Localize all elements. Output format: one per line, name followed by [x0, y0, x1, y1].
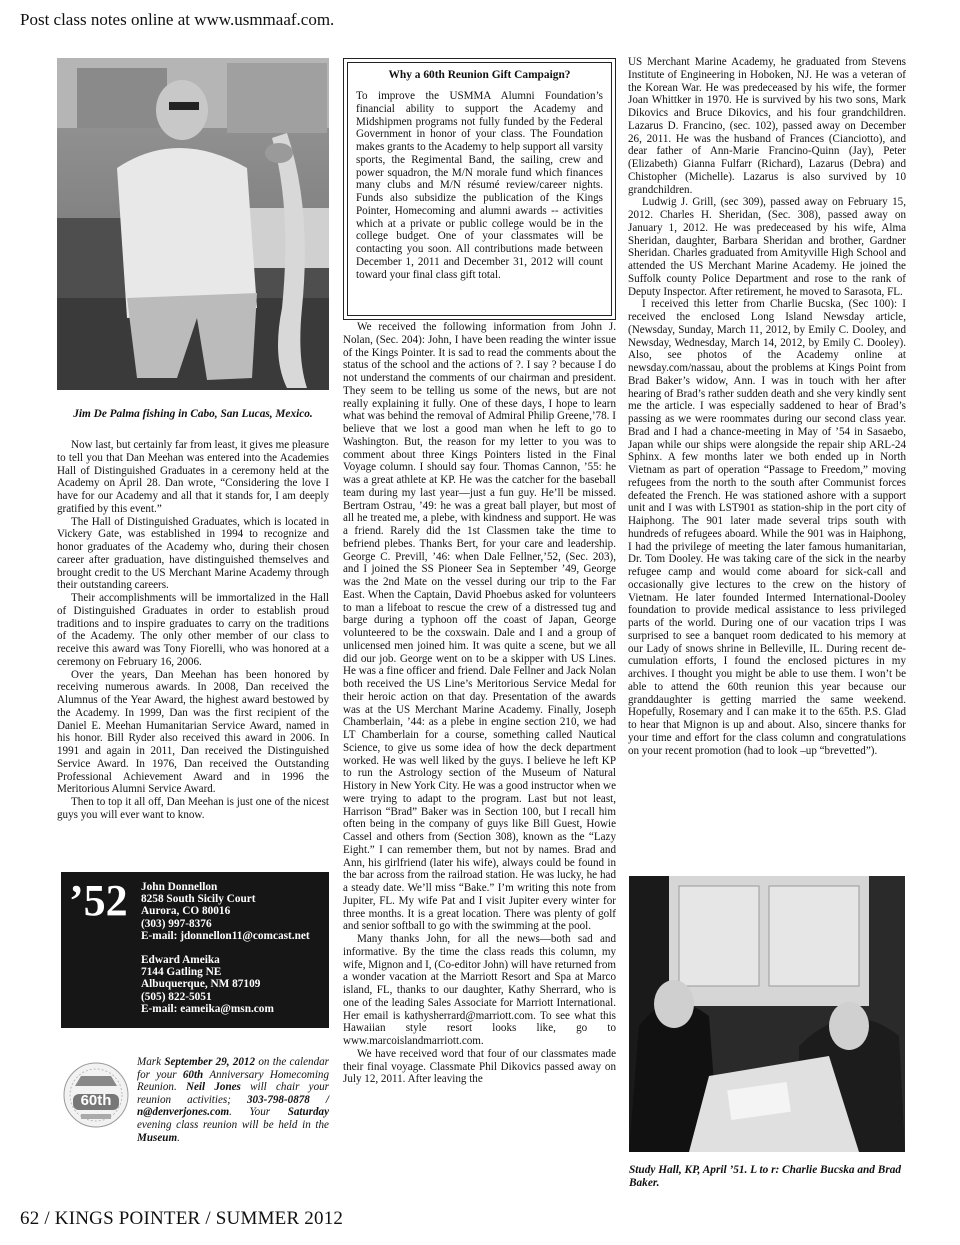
paragraph: Now last, but certainly far from least, it gives me pleasure to tell you that Dan Meehan was entered into the Academies Hall of Distinguished Graduates in a ceremony held at the Academy on April 28. Dan wrote, “Considering the love I have for our Academy and all that it stands for, I am deeply gratified by this event.” — [57, 439, 329, 515]
reunion-anniversary: 60th — [182, 1068, 204, 1081]
badge-label: 60th — [80, 1092, 112, 1109]
paragraph: Ludwig J. Grill, (sec 309), passed away on February 15, 2012. Charles H. Sheridan, (Sec. 308), passed away on January 1, 2012. He was predeceased by his wife, Alma Sheridan, daughter, Barbara Sheridan and brother, Gardner Sheridan. Charles graduated from Amityville High School and attended the US Merchant Marine Academy. He joined the Suffolk county Police Department and rose to the rank of Deputy Inspector. After retirement, he moved to Sarasota, FL. — [628, 196, 906, 298]
contact-name: Edward Ameika — [141, 954, 220, 967]
reunion-text: evening class reunion will be held in the — [137, 1118, 329, 1131]
paragraph: We have received word that four of our classmates made their final voyage. Classmate Phil Dikovics passed away on July 12, 2011. After leaving the — [343, 1047, 616, 1086]
contact-name: John Donnellon — [141, 881, 218, 893]
contact-address: 7144 Gatling NE — [141, 966, 222, 979]
class-contact-box — [61, 872, 329, 1028]
paragraph: Over the years, Dan Meehan has been honored by receiving numerous awards. In 2008, Dan received the Alumnus of the Year Award, the highest award bestowed by the Academy. In 1999, Dan was the first recipient of the Daniel E. Meehan Humanitarian Service Award, named in his honor. Bill Ryder also received this award in 2006. In 1991 and again in 2011, Dan received the Distinguished Service Award. In 1976, Dan received the Outstanding Professional Achievement Award and in 1996 the Meritorious Alumni Service Award. — [57, 668, 329, 796]
gift-campaign-body: To improve the USMMA Alumni Foundation’s financial ability to support the Academy and Midshipmen programs not fully funded by the Federal Government in honor of your class. The Foundation makes grants to the Academy to help support all varsity sports, the Regimental Band, the sailing, crew and power squadron, the M/N morale fund which finances many clubs and M/N résumé review/career nights. Funds also subsidize the publication of the Kings Pointer, Homecoming and alumni awards -- activities which at a private or public college would be in the college budget. One of your classmates will be contacting you soon. All contributions made between December 1, 2011 and December 31, 2012 will count toward your final class gift total. — [356, 90, 603, 281]
contact-email: E-mail: eameika@msn.com — [141, 1002, 274, 1015]
article-column-2 — [343, 321, 616, 1086]
study-hall-caption: Study Hall, KP, April ’51. L to r: Charlie Bucska and Brad Baker. — [629, 1164, 902, 1189]
reunion-text: Anniversary Homecoming Reunion. — [137, 1068, 329, 1094]
reunion-chair: Neil Jones — [186, 1081, 241, 1094]
reunion-text: Mark — [137, 1056, 165, 1068]
study-hall-photo-image — [629, 876, 905, 1152]
study-hall-photo — [629, 876, 905, 1152]
contact-city: Albuquerque, NM 87109 — [141, 978, 261, 991]
gift-campaign-title: Why a 60th Reunion Gift Campaign? — [388, 69, 571, 81]
paragraph: Many thanks John, for all the news—both sad and informative. By the time the class reads this column, my wife, Mignon and I, (Co-editor John) will have returned from a wonder vacation at the Marriott Resort and Spa at Marco island, FL, thanks to our daughter, Kathy Sherrard, who is one of the leading Sales Associate for Marriott International. Her email is kathysherrard@marriott.com. To see what this Hawaiian style resort looks like, go to www.marcoislandmarriott.com. — [343, 933, 616, 1047]
reunion-note — [137, 1056, 329, 1144]
reunion-text: on the calendar for your — [137, 1056, 329, 1081]
reunion-day: Saturday — [287, 1106, 329, 1119]
contact-city: Aurora, CO 80016 — [141, 905, 231, 918]
gift-campaign-box — [343, 58, 616, 320]
paragraph: Their accomplishments will be immortalized in the Hall of Distinguished Graduates in order to establish proud traditions and to inspire graduates to carry on the traditions of the Academy. The only other member of our class to receive this award was Tony Fiorelli, who was honored at a ceremony on February 16, 2006. — [57, 592, 329, 668]
article-column-3 — [628, 56, 906, 757]
fishing-photo-image — [57, 58, 329, 390]
page-footer: 62 / KINGS POINTER / SUMMER 2012 — [20, 1208, 344, 1229]
fishing-photo — [57, 58, 329, 390]
contact-phone: (303) 997-8376 — [141, 917, 212, 930]
page-header: Post class notes online at www.usmmaaf.com. — [20, 10, 335, 29]
paragraph: The Hall of Distinguished Graduates, which is located in Vickery Gate, was established in 1994 to recognize and honor graduates of the Academy who, during their chosen career after graduation, have distinguished themselves and brought credit to the US Merchant Marine Academy through their outstanding careers. — [57, 515, 329, 592]
paragraph: Then to top it all off, Dan Meehan is just one of the nicest guys you will ever want to know. — [57, 796, 329, 821]
reunion-date: September 29, 2012 — [164, 1056, 256, 1068]
contact-phone: (505) 822-5051 — [141, 990, 212, 1003]
reunion-text: will chair your reunion activities; — [137, 1081, 329, 1106]
class-contacts — [141, 872, 310, 1028]
contact-email: E-mail: jdonnellon11@comcast.net — [141, 929, 310, 942]
class-year: ’52 — [69, 876, 128, 925]
reunion-text: . — [177, 1131, 180, 1144]
paragraph: US Merchant Marine Academy, he graduated from Stevens Institute of Engineering in Hoboken, NJ. He was a veteran of the Korean War. He was predeceased by his wife, the former Joan Whittker in 1970. He is survived by his two sons, Mark Dikovics and Bruce Dikovics, and his four grandchildren. Lazarus D. Francino, (sec. 102), passed away on December 26, 2011. He was the husband of Frances (Cianciotto), and dear father of Ann-Marie Francino-Quinn (Jay), Peter (Elizabeth) Gianna Fulfarr (Richard), Lazarus (Debra) and Chistopher (Michelle). Lazarus is also survived by 10 grandchildren. — [628, 56, 906, 196]
paragraph: We received the following information from John J. Nolan, (Sec. 204): John, I have been reading the winter issue of the Kings Pointer. It is sad to read the comments about the status of the school and the actions of ?. I say ? because I do not understand the comments of our chairman and president. They seem to be telling us some of the news, but are not really explaining it fully. One of these days, I hope to learn what was behind the removal of Admiral Philip Greene,’78. I believe that we lost a good man when he left to go to Washington. But, the reason for my letter to you was to comment about three Kings Pointers listed in the Final Voyage column. I should say four. Thomas Cannon, ’55: he was a great athlete at KP. He was the catcher for the baseball team during my last year—just a fun guy. He’ll be missed. Bertram Ostrau, ’49: he was a great ball player, but most of all he treated me, a plebe, with kindness and support. He was a friend. Rarely did the 1st Classmen take the time to befriend plebes. Thanks Bert, for your care and leadership. George C. Previll, ’46: when Dale Fellner,’52, (Sec. 203), and I joined the SS Pioneer Sea in September ’49, George was the 2nd Mate on the vessel during our trip to the Far East. When the Captain, David Phoebus asked for volunteers to man a lifeboat to rescue the crew of a distressed tug and barge during a typhoon off the coast of Japan, George volunteered to be the coxswain. Dale and I and a group of unlicensed men joined him. It was quite a scene, but we all did our job. George went on to be a skipper with US Lines. He was a fine officer and friend. Dale Fellner and Jack Nolan both received the US Line’s Meritorious Service Medal for their heroic action on that day. Presentation of the awards was at the US Merchant Marine Academy. Finally, Joseph Chamberlain, ’44: as a plebe in engine section 210, we had LT Chamberlain for a course, something called Nautical Science, to give us some idea of how the deck department worked. He was well liked by the guys. I believe he left KP to run the Astrology section of the Museum of Natural History in New York City. He was a good instructor when we were trying to adapt to the program. Last but not least, Harrison “Brad” Baker was in Section 100, but I recall him often being in the company of guys like Bill Guest, Howie Cassel and others from (Section 308), known as the “Lazy Eight.” I can remember them, but not by names. Brad and Ann, his girlfriend (later his wife), always could be found in the bar across from the railroad station. He was lucky, he had a steady date. We’ll miss “Bake.” I’m writing this note from Jupiter, FL. My wife Pat and I visit Jupiter every winter for three months. It is a great location. There was plenty of golf and senior softball to go with the swimming at the pool. — [343, 321, 616, 933]
article-column-1 — [57, 439, 329, 822]
fishing-photo-caption: Jim De Palma fishing in Cabo, San Lucas, Mexico. — [73, 408, 313, 420]
sixtieth-anniversary-badge — [61, 1060, 131, 1130]
paragraph: I received this letter from Charlie Bucska, (Sec 100): I received the enclosed Long Island Newsday article, (Newsday, Sunday, March 11, 2012, by Emily C. Dooley, and Newsday, Wednesday, March 14, 2012, by Emily C. Dooley). Also, see photos of the Academy online at newsday.com/nassau, about the problems at Kings Point from Brad Baker’s widow, Ann. I was in touch with her after hearing of Brad’s rather sudden death and she very kindly sent me the article. I was especially saddened to hear of Brad’s passing as we were roommates during our second class year. Brad and I had a chance-meeting in May of ’54 in Sasaebo, Japan while our ships were alongside the repair ship ARL-24 Sphinx. A few months later we both ended up in North Vietnam as part of operation “Passage to Freedom,” moving refugees from the north to the south after Communist forces defeated the French. He was stationed ashore with a support unit and I was with LST901 as station-ship in the port city of Haiphong. The 901 later made several trips south with hundreds of refugees aboard. While the 901 was in Haiphong, I had the privilege of meeting the later famous humanitarian, Dr. Tom Dooley. He was taking care of the sick in the nearby refugee camp and would come aboard for sick-call and occasionally give lectures to the crew on the history of Vietnam. He later founded Intermed International-Dooley foundation to provide medical assistance to less privileged parts of the world. During one of our vacation trips I was surprised to see a banquet room dedicated to his memory at our Lady of snows shrine in Belleville, IL. During recent de-cumulation efforts, I found the enclosed pictures in my archives. I thought you might be able to use them. I won’t be able to attend the 60th reunion this year because our granddaughter is getting married the same weekend. Hopefully, Rosemary and I can make it to the 65th. P.S. Glad to hear that Mignon is up and about. Also, sincere thanks for your time and effort for the class column and congratulations on your recent promotion (had to look –up “brevetted”). — [628, 298, 906, 757]
contact-address: 8258 South Sicily Court — [141, 893, 256, 906]
reunion-contact: 303-798-0878 / n@denverjones.com — [137, 1093, 329, 1119]
reunion-venue: Museum — [137, 1131, 178, 1144]
reunion-text: . Your — [229, 1106, 288, 1119]
